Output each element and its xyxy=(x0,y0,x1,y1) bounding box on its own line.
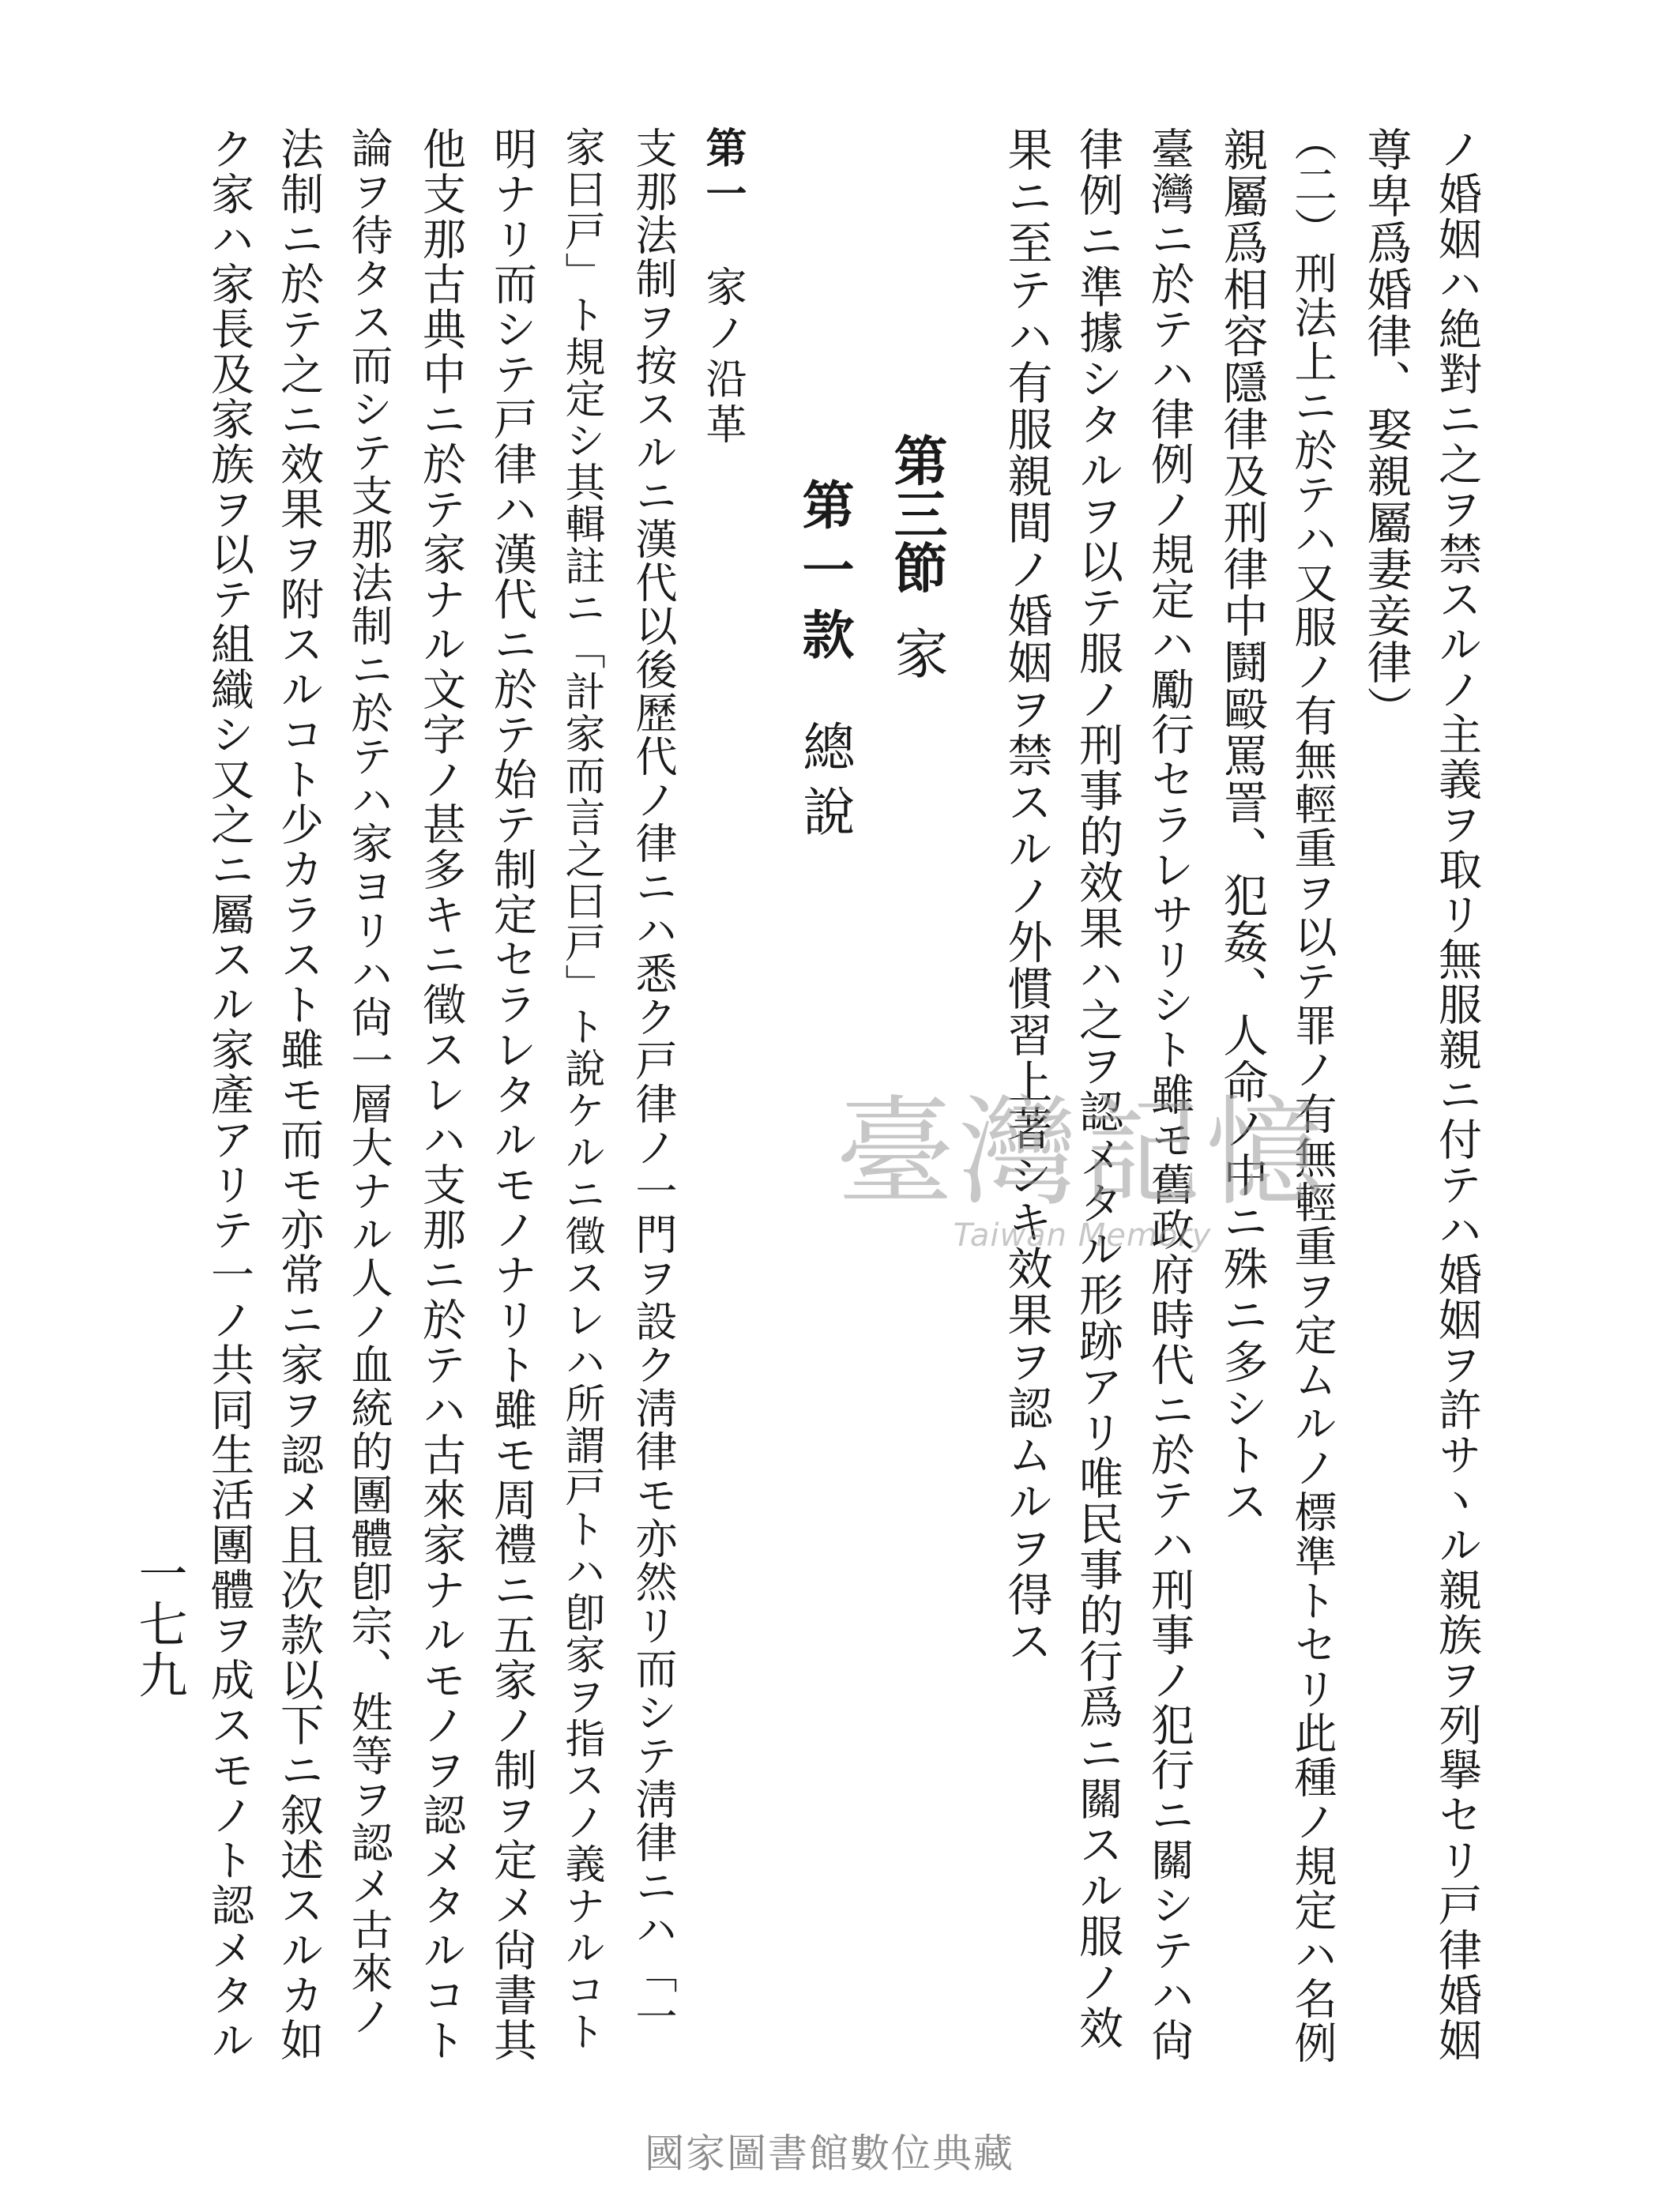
article-title: 總說 xyxy=(794,720,855,849)
body-column-2: 家曰戸」ト規定シ其輯註ニ「計家而言之曰戸」ト說ケルニ徵スレハ所謂戸トハ卽家ヲ指スノ義ナルコト xyxy=(558,126,604,2052)
text-column-4: 親屬爲相容隱律及刑律中鬪毆罵詈、犯姦、人命ノ中ニ殊ニ多シトス xyxy=(1216,126,1268,1525)
subsection-heading xyxy=(698,126,747,449)
section-number: 第三節 xyxy=(885,433,948,594)
footer-text: 國家圖書館數位典藏 xyxy=(645,2131,1014,2176)
page-number: 一七九 xyxy=(130,1548,188,1700)
text-column-1: ノ婚姻ハ絶對ニ之ヲ禁スルノ主義ヲ取リ無服親ニ付テハ婚姻ヲ許サヽル親族ヲ列擧セリ戸律婚姻 xyxy=(1431,126,1482,2063)
section-heading xyxy=(885,433,948,679)
text-column-6: 律例ニ準據シタルヲ以テ服ノ刑事的效果ハ之ヲ認メタル形跡アリ唯民事的行爲ニ關スル服ノ效 xyxy=(1072,126,1123,2051)
body-column-7: ク家ハ家長及家族ヲ以テ組織シ又之ニ屬スル家產アリテ一ノ共同生活團體ヲ成スモノト認メタル xyxy=(204,126,254,2063)
text-column-7: 果ニ至テハ有服親間ノ婚姻ヲ禁スルノ外慣習上著シキ效果ヲ認ムルヲ得ス xyxy=(1000,126,1052,1665)
article-number: 第一款 xyxy=(793,478,855,672)
body-column-6: 法制ニ於テ之ニ效果ヲ附スルコト少カラスト雖モ而モ亦常ニ家ヲ認メ且次款以下ニ叙述スルカ如 xyxy=(273,126,324,2063)
subsection-number: 第一 xyxy=(698,126,747,218)
body-column-1: 支那法制ヲ按スルニ漢代以後歷代ノ律ニハ悉ク戸律ノ一門ヲ設ク淸律モ亦然リ而シテ淸律ニハ「一 xyxy=(629,126,677,2038)
text-column-3: （二）刑法上ニ於テハ又服ノ有無輕重ヲ以テ罪ノ有無輕重ヲ定ムルノ標準トセリ此種ノ規定ハ名例 xyxy=(1288,118,1337,2065)
watermark-main-text: 臺灣記憶 xyxy=(835,1085,1329,1222)
text-column-5: 臺灣ニ於テハ律例ノ規定ハ勵行セラレサリシト雖モ舊政府時代ニ於テハ刑事ノ犯行ニ關シテハ尙 xyxy=(1144,126,1194,2063)
text-column-2: 尊卑爲婚律、娶親屬妻妾律） xyxy=(1360,126,1412,732)
subsection-title: 家ノ沿革 xyxy=(698,265,746,449)
body-column-5: 論ヲ待タス而シテ支那法制ニ於テハ家ヨリハ尙一層大ナル人ノ血統的團體卽宗、姓等ヲ認メ古來ノ xyxy=(344,126,393,2038)
body-column-3: 明ナリ而シテ戸律ハ漢代ニ於テ始テ制定セラレタルモノナリト雖モ周禮ニ五家ノ制ヲ定メ尙書其 xyxy=(487,126,537,2063)
article-heading xyxy=(793,478,855,849)
section-title: 家 xyxy=(886,626,948,679)
body-column-4: 他支那古典中ニ於テ家ナル文字ノ甚多キニ徵スレハ支那ニ於テハ古來家ナルモノヲ認メタルコト xyxy=(416,126,466,2063)
watermark-sub-text: Taiwan Memory xyxy=(953,1217,1212,1254)
